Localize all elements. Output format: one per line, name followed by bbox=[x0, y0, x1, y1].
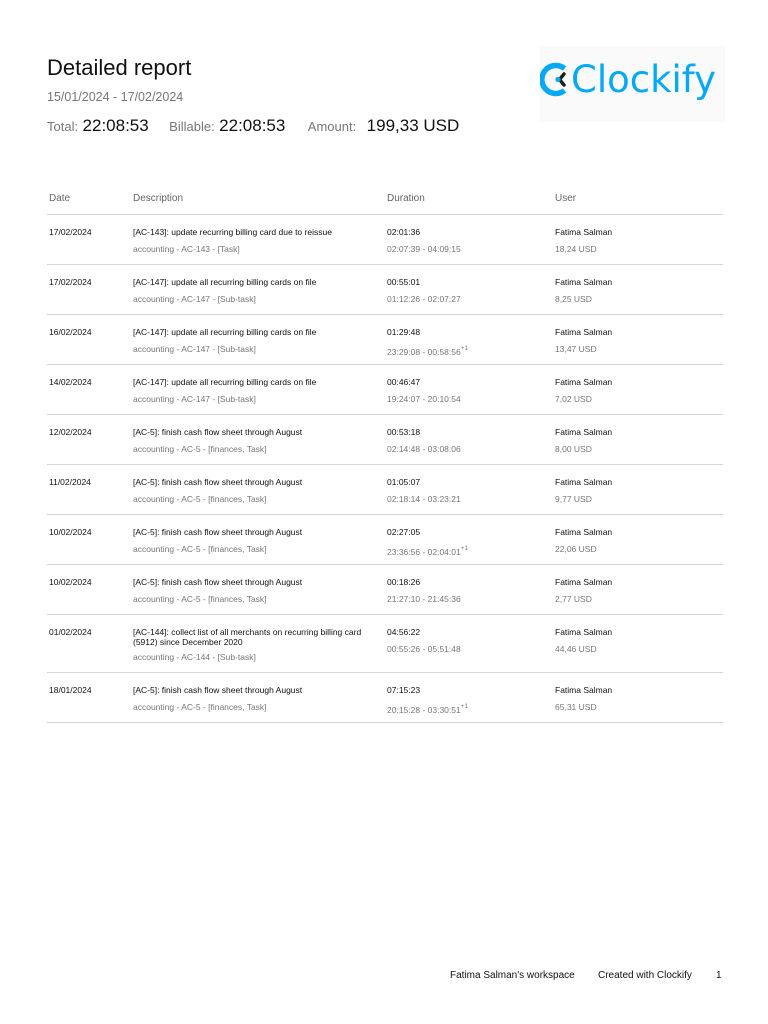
entry-duration: 02:27:05 bbox=[387, 527, 421, 537]
header-duration: Duration bbox=[387, 193, 425, 204]
overnight-badge: +1 bbox=[460, 703, 469, 710]
entry-project: accounting - AC-144 - [Sub-task] bbox=[133, 652, 256, 662]
totals-summary bbox=[47, 116, 459, 136]
amount-label: Amount: bbox=[307, 119, 357, 134]
time-range-text: 02:07:39 - 04:09:15 bbox=[387, 244, 461, 254]
table-row bbox=[47, 565, 723, 615]
overnight-badge: +1 bbox=[460, 345, 469, 352]
entry-duration: 04:56:22 bbox=[387, 627, 421, 637]
entry-amount: 22,06 USD bbox=[555, 544, 597, 554]
date-range: 15/01/2024 - 17/02/2024 bbox=[47, 90, 184, 104]
time-range-text: 23:36:56 - 02:04:01 bbox=[387, 547, 461, 557]
entry-description: [AC-147]: update all recurring billing cards on file bbox=[133, 277, 317, 287]
clockify-logo bbox=[540, 46, 725, 122]
logo-wordmark: Clockify bbox=[571, 58, 717, 101]
entry-duration: 07:15:23 bbox=[387, 685, 421, 695]
entry-amount: 8,00 USD bbox=[555, 444, 592, 454]
entry-amount: 7,02 USD bbox=[555, 394, 592, 404]
page-title: Detailed report bbox=[47, 55, 192, 80]
entry-description: [AC-147]: update all recurring billing cards on file bbox=[133, 377, 317, 387]
billable-value: 22:08:53 bbox=[219, 116, 286, 135]
table-row bbox=[47, 215, 723, 265]
footer-workspace: Fatima Salman's workspace bbox=[450, 970, 575, 981]
entry-project: accounting - AC-143 - [Task] bbox=[133, 244, 240, 254]
entry-time-range bbox=[387, 244, 461, 254]
entry-description: [AC-5]: finish cash flow sheet through August bbox=[133, 577, 303, 587]
entry-amount: 8,25 USD bbox=[555, 294, 592, 304]
entry-project: accounting - AC-5 - [finances, Task] bbox=[133, 702, 267, 712]
table-row bbox=[47, 673, 723, 723]
entry-duration: 00:46:47 bbox=[387, 377, 421, 387]
entry-user: Fatima Salman bbox=[555, 527, 613, 537]
entry-time-range bbox=[387, 594, 461, 604]
total-label: Total: bbox=[47, 119, 79, 134]
time-range-text: 19:24:07 - 20:10:54 bbox=[387, 394, 461, 404]
total-value: 22:08:53 bbox=[82, 116, 149, 135]
entry-date: 10/02/2024 bbox=[49, 527, 92, 537]
entry-description: [AC-143]: update recurring billing card due to reissue bbox=[133, 227, 332, 237]
entry-project: accounting - AC-147 - [Sub-task] bbox=[133, 394, 256, 404]
entry-time-range bbox=[387, 544, 468, 557]
time-range-text: 02:14:48 - 03:08:06 bbox=[387, 444, 461, 454]
entry-project: accounting - AC-5 - [finances, Task] bbox=[133, 594, 267, 604]
entry-amount: 65,31 USD bbox=[555, 702, 597, 712]
entry-user: Fatima Salman bbox=[555, 477, 613, 487]
entry-user: Fatima Salman bbox=[555, 577, 613, 587]
header-user: User bbox=[555, 193, 577, 204]
table-row bbox=[47, 315, 723, 365]
entry-duration: 02:01:36 bbox=[387, 227, 421, 237]
entry-date: 10/02/2024 bbox=[49, 577, 92, 587]
entry-duration: 00:53:18 bbox=[387, 427, 421, 437]
entry-amount: 2,77 USD bbox=[555, 594, 592, 604]
entry-time-range bbox=[387, 444, 461, 454]
entry-time-range bbox=[387, 394, 461, 404]
entry-date: 17/02/2024 bbox=[49, 227, 92, 237]
entry-date: 12/02/2024 bbox=[49, 427, 92, 437]
entry-project: accounting - AC-5 - [finances, Task] bbox=[133, 444, 267, 454]
entry-description: [AC-147]: update all recurring billing cards on file bbox=[133, 327, 317, 337]
amount-value: 199,33 USD bbox=[366, 116, 460, 135]
entry-user: Fatima Salman bbox=[555, 327, 613, 337]
header-date: Date bbox=[49, 193, 71, 204]
entry-description: [AC-5]: finish cash flow sheet through August bbox=[133, 427, 303, 437]
clock-icon bbox=[540, 46, 725, 122]
entry-description: [AC-5]: finish cash flow sheet through August bbox=[133, 685, 303, 695]
entry-user: Fatima Salman bbox=[555, 685, 613, 695]
entry-date: 18/01/2024 bbox=[49, 685, 92, 695]
page-number: 1 bbox=[716, 970, 722, 981]
entry-project: accounting - AC-147 - [Sub-task] bbox=[133, 344, 256, 354]
entry-amount: 13,47 USD bbox=[555, 344, 597, 354]
entry-amount: 9,77 USD bbox=[555, 494, 592, 504]
entry-time-range bbox=[387, 294, 461, 304]
entries-table bbox=[47, 185, 723, 723]
entry-user: Fatima Salman bbox=[555, 627, 613, 637]
time-range-text: 01:12:26 - 02:07:27 bbox=[387, 294, 461, 304]
table-row bbox=[47, 265, 723, 315]
entry-description: [AC-5]: finish cash flow sheet through August bbox=[133, 527, 303, 537]
entry-time-range bbox=[387, 702, 468, 715]
entry-time-range bbox=[387, 494, 461, 504]
entry-duration: 00:55:01 bbox=[387, 277, 421, 287]
entry-time-range bbox=[387, 644, 461, 654]
time-range-text: 02:18:14 - 03:23:21 bbox=[387, 494, 461, 504]
entry-date: 01/02/2024 bbox=[49, 627, 92, 637]
entry-user: Fatima Salman bbox=[555, 377, 613, 387]
table-row bbox=[47, 465, 723, 515]
table-header bbox=[47, 185, 723, 215]
header-description: Description bbox=[133, 193, 184, 204]
entry-project: accounting - AC-147 - [Sub-task] bbox=[133, 294, 256, 304]
entry-user: Fatima Salman bbox=[555, 227, 613, 237]
entry-project: accounting - AC-5 - [finances, Task] bbox=[133, 544, 267, 554]
entry-date: 11/02/2024 bbox=[49, 477, 91, 487]
billable-label: Billable: bbox=[169, 119, 215, 134]
time-range-text: 21:27:10 - 21:45:36 bbox=[387, 594, 461, 604]
entry-duration: 01:29:48 bbox=[387, 327, 421, 337]
table-row bbox=[47, 415, 723, 465]
entry-duration: 00:18:26 bbox=[387, 577, 421, 587]
entry-amount: 18,24 USD bbox=[555, 244, 597, 254]
time-range-text: 23:29:08 - 00:58:56 bbox=[387, 347, 461, 357]
entry-user: Fatima Salman bbox=[555, 427, 613, 437]
entry-date: 14/02/2024 bbox=[49, 377, 92, 387]
entry-user: Fatima Salman bbox=[555, 277, 613, 287]
table-row bbox=[47, 365, 723, 415]
entry-date: 16/02/2024 bbox=[49, 327, 92, 337]
entry-description: [AC-144]: collect list of all merchants on recurring billing card (5912) since December 2020 bbox=[133, 627, 362, 647]
entry-duration: 01:05:07 bbox=[387, 477, 421, 487]
time-range-text: 20:15:28 - 03:30:51 bbox=[387, 705, 461, 715]
table-row bbox=[47, 615, 723, 673]
footer-created-with: Created with Clockify bbox=[598, 970, 692, 981]
entry-time-range bbox=[387, 344, 468, 357]
time-range-text: 00:55:26 - 05:51:48 bbox=[387, 644, 461, 654]
overnight-badge: +1 bbox=[460, 545, 469, 552]
table-row bbox=[47, 515, 723, 565]
entry-amount: 44,46 USD bbox=[555, 644, 597, 654]
entry-project: accounting - AC-5 - [finances, Task] bbox=[133, 494, 267, 504]
entry-description: [AC-5]: finish cash flow sheet through August bbox=[133, 477, 303, 487]
entry-date: 17/02/2024 bbox=[49, 277, 92, 287]
table-body bbox=[47, 215, 723, 723]
